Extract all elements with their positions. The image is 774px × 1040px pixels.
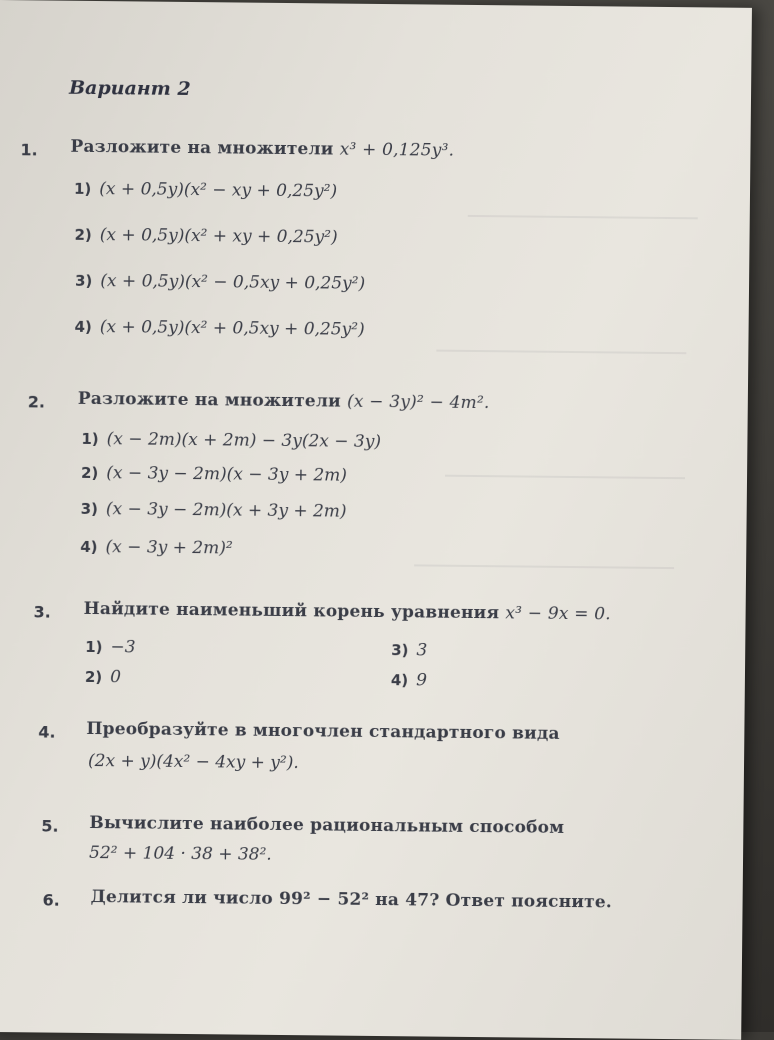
- problem-statement: [70, 137, 454, 161]
- statement-math: x³ − 9x = 0.: [505, 603, 611, 625]
- problem-expression: (2x + y)(4x² − 4xy + y²).: [87, 750, 299, 774]
- problem-number: 6.: [42, 890, 60, 910]
- option-label: 2): [80, 463, 99, 483]
- option-label: 4): [390, 671, 409, 690]
- variant-title: Вариант 2: [68, 76, 191, 101]
- option-text: (x + 0,5y)(x² + xy + 0,25y²): [99, 225, 338, 248]
- answer-option: [81, 463, 347, 486]
- bleed-through-line: [436, 350, 686, 355]
- option-label: 3): [391, 641, 409, 660]
- answer-option: [74, 179, 337, 202]
- option-text: (x − 3y − 2m)(x − 3y + 2m): [106, 463, 348, 486]
- statement-text: Разложите на множители: [77, 388, 348, 412]
- option-text: (x + 0,5y)(x² − xy + 0,25y²): [99, 179, 338, 202]
- option-label: 1): [85, 637, 103, 657]
- option-text: 9: [416, 670, 428, 691]
- problem-statement: [84, 599, 611, 625]
- option-label: 4): [80, 537, 98, 557]
- answer-option: [391, 670, 427, 690]
- answer-option: [81, 429, 381, 452]
- statement-math: x³ + 0,125y³.: [339, 139, 455, 161]
- option-text: (x − 2m)(x + 2m) − 3y(2x − 3y): [106, 429, 382, 453]
- answer-option: [74, 317, 364, 340]
- option-text: (x − 3y + 2m)²: [105, 537, 233, 559]
- option-text: −3: [110, 637, 136, 658]
- answer-option: [85, 667, 121, 687]
- answer-option: [81, 499, 347, 522]
- problem-number: 5.: [41, 816, 59, 836]
- problem-number: 4.: [38, 722, 56, 742]
- option-label: 3): [80, 499, 99, 519]
- option-label: 2): [74, 225, 92, 244]
- option-label: 2): [84, 667, 103, 687]
- answer-option: [391, 640, 427, 660]
- option-label: 3): [74, 271, 93, 290]
- problem-statement: Делится ли число 99² − 52² на 47? Ответ поясните.: [90, 886, 613, 913]
- answer-option: [74, 225, 337, 248]
- option-text: 0: [110, 667, 122, 688]
- problem-statement: Преобразуйте в многочлен стандартного вида: [86, 718, 560, 744]
- problem-number: 3.: [33, 602, 51, 622]
- option-label: 1): [81, 429, 99, 449]
- option-text: (x + 0,5y)(x² + 0,5xy + 0,25y²): [99, 317, 365, 340]
- statement-text: Разложите на множители: [70, 136, 340, 160]
- problem-statement: Вычислите наиболее рациональным способом: [89, 812, 565, 838]
- bleed-through-line: [468, 215, 698, 219]
- option-text: (x − 3y − 2m)(x + 3y + 2m): [105, 499, 347, 522]
- answer-option: [75, 271, 365, 294]
- bleed-through-line: [414, 564, 674, 569]
- statement-math: (x − 3y)² − 4m².: [346, 391, 490, 414]
- problem-statement: [78, 389, 490, 413]
- option-text: (x + 0,5y)(x² − 0,5xy + 0,25y²): [100, 271, 366, 294]
- option-label: 4): [74, 317, 92, 336]
- answer-option: [80, 537, 233, 559]
- problem-number: 1.: [20, 140, 38, 160]
- answer-option: [85, 637, 136, 658]
- bleed-through-line: [445, 475, 685, 480]
- option-label: 1): [73, 179, 92, 198]
- option-text: 3: [416, 640, 428, 661]
- problem-number: 2.: [27, 392, 46, 412]
- statement-text: Найдите наименьший корень уравнения: [83, 598, 506, 624]
- problem-expression: 52² + 104 · 38 + 38².: [88, 842, 272, 865]
